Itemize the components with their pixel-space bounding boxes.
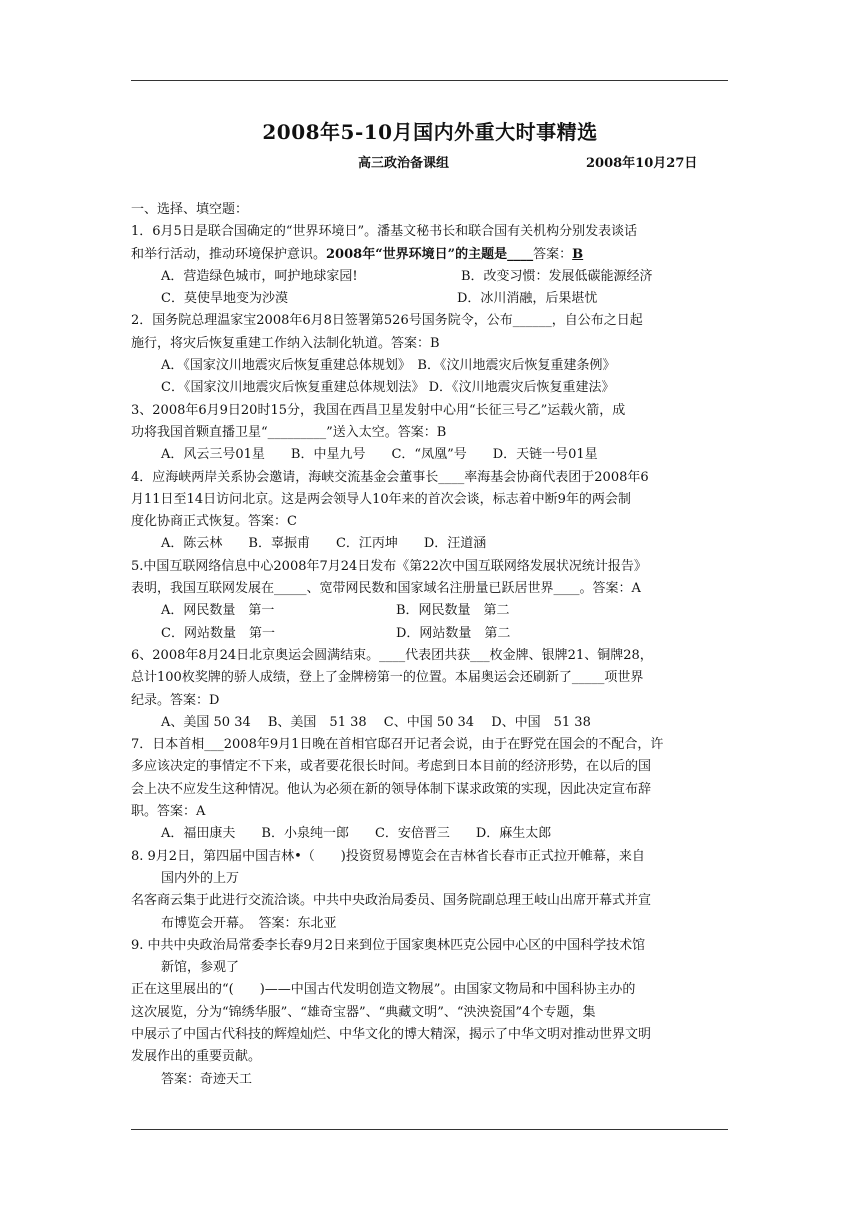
q6-line: 纪录。答案：D	[131, 692, 220, 708]
q2-line: 施行，将灾后恢复重建工作纳入法制化轨道。答案：B	[131, 335, 440, 351]
q7-line: 职。答案：A	[131, 804, 206, 820]
q1-text: 和举行活动，推动环境保护意识。	[131, 246, 327, 262]
q1-option-a: A．营造绿色城市，呵护地球家园!	[161, 268, 358, 284]
q8-answer: 布博览会开幕。 答案：东北亚	[161, 915, 337, 931]
q2-line: 2．国务院总理温家宝2008年6月8日签署第526号国务院令，公布______，自公布之日起	[131, 313, 643, 329]
q6-line: 总计100枚奖牌的骄人成绩，登上了金牌榜第一的位置。本届奥运会还刷新了_____项世界	[131, 670, 644, 686]
q6-options: A、美国 50 34 B、美国 51 38 C、中国 50 34 D、中国 51 38	[161, 714, 591, 730]
q7-line: 多应该决定的事情定不下来，或者要花很长时间。考虑到日本目前的经济形势，在以后的国	[131, 759, 652, 775]
q9-line: 正在这里展出的“( )——中国古代发明创造文物展”。由国家文物局和中国科协主办的	[131, 982, 636, 998]
q3-line: 功将我国首颗直播卫星“_________”送入太空。答案：B	[131, 424, 447, 440]
q1-options-row	[131, 266, 731, 288]
top-rule	[131, 80, 728, 81]
q2-options-ab: A．《国家汶川地震灾后恢复重建总体规划》 B．《汶川地震灾后恢复重建条例》	[161, 358, 616, 374]
q9-line: 这次展览，分为“锦绣华服”、“雄奇宝器”、“典藏文明”、“泱泱瓷国”4个专题，集	[131, 1004, 596, 1020]
q1-answer-label: 答案：	[533, 246, 573, 262]
q9-answer: 答案：奇迹天工	[161, 1071, 253, 1087]
q2-options-cd: C．《国家汶川地震灾后恢复重建总体规划法》 D．《汶川地震灾后恢复重建法》	[161, 380, 615, 396]
q1-theme-prompt: 2008年“世界环境日”的主题是____	[326, 246, 534, 262]
q4-line: 度化协商正式恢复。答案：C	[131, 514, 297, 530]
q3-options: A．风云三号01星 B．中星九号 C．“凤凰”号 D．天链一号01星	[161, 447, 598, 463]
q9-line: 新馆，参观了	[161, 960, 240, 976]
q5-option-d: D．网站数量 第二	[396, 625, 511, 641]
q5-options-row	[131, 600, 731, 622]
q4-options: A．陈云林 B．辜振甫 C．江丙坤 D．汪道涵	[161, 536, 487, 552]
q5-option-c: C．网站数量 第一	[161, 625, 275, 641]
q5-line: 表明，我国互联网发展在_____、宽带网民数和国家域名注册量已跃居世界____。答案：A	[131, 581, 641, 597]
q4-line: 月11日至14日访问北京。这是两会领导人10年来的首次会谈，标志着中断9年的两会制	[131, 491, 631, 507]
q1-option-b: B．改变习惯：发展低碳能源经济	[461, 268, 653, 284]
document-date: 2008年10月27日	[586, 156, 698, 171]
q8-line: 国内外的上万	[161, 870, 240, 886]
q1-answer: B	[572, 246, 584, 262]
q1-options-row	[131, 288, 731, 310]
q9-line: 中展示了中国古代科技的辉煌灿烂、中华文化的博大精深，揭示了中华文明对推动世界文明	[131, 1026, 652, 1042]
q5-option-b: B．网民数量 第二	[396, 603, 510, 619]
q1-option-c: C．莫使旱地变为沙漠	[161, 291, 288, 307]
q6-line: 6、2008年8月24日北京奥运会圆满结束。____代表团共获___枚金牌、银牌21、铜牌28，	[131, 647, 653, 663]
q9-line: 9. 中共中央政治局常委李长春9月2日来到位于国家奥林匹克公园中心区的中国科学技术馆	[131, 937, 646, 953]
q9-line: 发展作出的重要贡献。	[131, 1049, 262, 1065]
q7-line: 7．日本首相___2008年9月1日晚在首相官邸召开记者会说，由于在野党在国会的不配合，许	[131, 737, 664, 753]
bottom-rule	[131, 1129, 728, 1130]
section-heading: 一、选择、填空题：	[131, 202, 249, 217]
question-list	[131, 199, 731, 1091]
q7-line: 会上决不应发生这种情况。他认为必须在新的领导体制下谋求政策的实现，因此决定宣布辞	[131, 781, 652, 797]
page-title: 2008年5-10月国内外重大时事精选	[262, 120, 598, 144]
q5-line: 5.中国互联网络信息中心2008年7月24日发布《第22次中国互联网络发展状况统计报告》	[131, 558, 647, 574]
q8-line: 8. 9月2日，第四届中国吉林•（ )投资贸易博览会在吉林省长春市正式拉开帷幕，来自	[131, 848, 645, 864]
q3-line: 3、2008年6月9日20时15分，我国在西昌卫星发射中心用“长征三号乙”运载火箭，成	[131, 402, 626, 418]
q1-option-d: D．冰川消融，后果堪忧	[457, 291, 598, 307]
q1-line	[131, 244, 731, 266]
q5-options-row	[131, 623, 731, 645]
q7-options: A．福田康夫 B．小泉纯一郎 C．安倍晋三 D．麻生太郎	[161, 826, 552, 842]
q1-line: 1．6月5日是联合国确定的“世界环境日”。潘基文秘书长和联合国有关机构分别发表谈话	[131, 224, 638, 240]
q4-line: 4．应海峡两岸关系协会邀请，海峡交流基金会董事长____率海基会协商代表团于2008年6	[131, 469, 649, 485]
q5-option-a: A．网民数量 第一	[161, 603, 275, 619]
author-group: 高三政治备课组	[358, 156, 450, 171]
q8-line: 名客商云集于此进行交流洽谈。中共中央政治局委员、国务院副总理王岐山出席开幕式并宣	[131, 893, 652, 909]
